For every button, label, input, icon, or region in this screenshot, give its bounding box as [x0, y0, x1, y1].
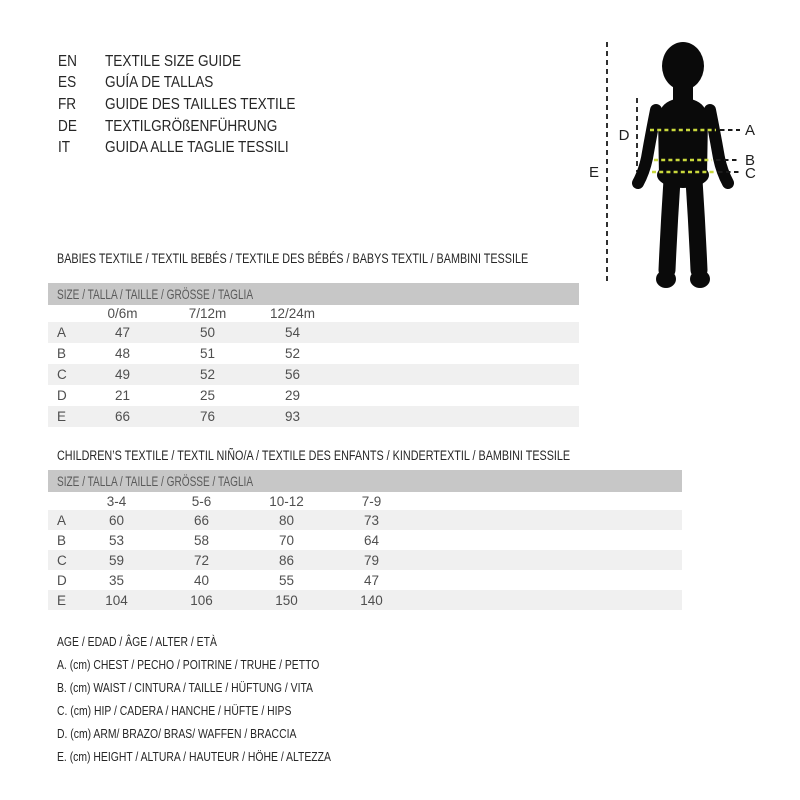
- babies-column-header-row: [48, 305, 579, 322]
- row-letter: C: [57, 367, 67, 382]
- children-size-table: [48, 470, 682, 610]
- legend-line-height: E. (cm) HEIGHT / ALTURA / HAUTEUR / HÖHE / ALTEZZA: [57, 749, 331, 764]
- row-value: 35: [108, 572, 125, 588]
- table-row: [48, 364, 579, 385]
- language-row-es: [58, 73, 329, 95]
- children-column-header-row: [48, 492, 682, 510]
- silhouette-left-leg: [667, 180, 672, 270]
- legend-line-arm: D. (cm) ARM/ BRAZO/ BRAS/ WAFFEN / BRACCIA: [57, 726, 297, 741]
- babies-size-table: [48, 283, 579, 427]
- row-value: 140: [360, 592, 383, 608]
- table-row: [48, 385, 579, 406]
- row-value: 86: [278, 552, 295, 568]
- row-value: 48: [114, 346, 131, 361]
- row-letter: E: [57, 409, 67, 424]
- marker-b-label: B: [745, 152, 756, 169]
- row-value: 64: [363, 532, 380, 548]
- row-value: 29: [284, 388, 301, 403]
- table-row: [48, 570, 682, 590]
- row-value: 51: [199, 346, 216, 361]
- row-letter: A: [57, 325, 67, 340]
- row-value: 93: [284, 409, 301, 424]
- language-code: EN: [58, 52, 77, 70]
- table-row: [48, 406, 579, 427]
- silhouette-right-foot: [690, 270, 710, 288]
- row-value: 55: [278, 572, 295, 588]
- table-row: [48, 550, 682, 570]
- language-row-it: [58, 137, 329, 159]
- table-row: [48, 530, 682, 550]
- language-title: GUÍA DE TALLAS: [105, 74, 214, 92]
- language-row-fr: [58, 94, 329, 116]
- row-value: 66: [114, 409, 131, 424]
- column-header: 10-12: [269, 493, 304, 509]
- row-value: 72: [193, 552, 210, 568]
- row-value: 58: [193, 532, 210, 548]
- table-row: [48, 590, 682, 610]
- row-value: 49: [114, 367, 131, 382]
- children-section-title: CHILDREN’S TEXTILE / TEXTIL NIÑO/A / TEXTILE DES ENFANTS / KINDERTEXTIL / BAMBINI TESSILE: [57, 448, 571, 463]
- column-header: 0/6m: [107, 306, 138, 321]
- row-letter: E: [57, 592, 67, 608]
- row-value: 47: [363, 572, 380, 588]
- row-value: 52: [199, 367, 216, 382]
- language-code: ES: [58, 74, 77, 92]
- language-row-en: [58, 51, 329, 73]
- row-value: 104: [105, 592, 128, 608]
- legend-line-hip: C. (cm) HIP / CADERA / HANCHE / HÜFTE / HIPS: [57, 703, 292, 718]
- row-value: 66: [193, 512, 210, 528]
- measurement-legend: [57, 630, 399, 768]
- row-value: 50: [199, 325, 216, 340]
- row-value: 53: [108, 532, 125, 548]
- row-value: 40: [193, 572, 210, 588]
- silhouette-right-leg: [694, 180, 699, 270]
- language-row-de: [58, 116, 329, 138]
- language-title-list: [58, 51, 329, 159]
- table-row: [48, 322, 579, 343]
- row-letter: A: [57, 512, 67, 528]
- row-letter: B: [57, 532, 67, 548]
- row-value: 47: [114, 325, 131, 340]
- row-value: 70: [278, 532, 295, 548]
- row-value: 56: [284, 367, 301, 382]
- row-letter: D: [57, 572, 67, 588]
- table-row: [48, 343, 579, 364]
- row-value: 150: [275, 592, 298, 608]
- row-value: 73: [363, 512, 380, 528]
- language-code: IT: [58, 139, 71, 157]
- silhouette-left-foot: [656, 270, 676, 288]
- children-size-header-bar: SIZE / TALLA / TAILLE / GRÖSSE / TAGLIA: [48, 470, 682, 492]
- column-header: 5-6: [191, 493, 212, 509]
- babies-size-header-bar: SIZE / TALLA / TAILLE / GRÖSSE / TAGLIA: [48, 283, 579, 305]
- row-value: 21: [114, 388, 131, 403]
- row-value: 79: [363, 552, 380, 568]
- row-value: 59: [108, 552, 125, 568]
- row-value: 52: [284, 346, 301, 361]
- row-value: 60: [108, 512, 125, 528]
- column-header: 12/24m: [269, 306, 316, 321]
- babies-section-title: BABIES TEXTILE / TEXTIL BEBÉS / TEXTILE DES BÉBÉS / BABYS TEXTIL / BAMBINI TESSILE: [57, 251, 529, 266]
- language-code: DE: [58, 117, 77, 135]
- language-title: GUIDE DES TAILLES TEXTILE: [105, 95, 296, 113]
- column-header: 7-9: [361, 493, 382, 509]
- marker-d-label: D: [618, 127, 630, 144]
- row-letter: C: [57, 552, 67, 568]
- row-value: 80: [278, 512, 295, 528]
- language-title: TEXTILE SIZE GUIDE: [105, 52, 242, 70]
- table-row: [48, 510, 682, 530]
- child-silhouette: [638, 42, 728, 288]
- legend-line-chest: A. (cm) CHEST / PECHO / POITRINE / TRUHE / PETTO: [57, 657, 320, 672]
- language-title: TEXTILGRÖßENFÜHRUNG: [105, 117, 278, 135]
- column-header: 7/12m: [188, 306, 227, 321]
- marker-e-label: E: [588, 164, 600, 181]
- row-value: 106: [190, 592, 213, 608]
- row-letter: B: [57, 346, 67, 361]
- marker-c-label: C: [745, 165, 756, 182]
- language-title: GUIDA ALLE TAGLIE TESSILI: [105, 139, 289, 157]
- legend-line-waist: B. (cm) WAIST / CINTURA / TAILLE / HÜFTUNG / VITA: [57, 680, 313, 695]
- row-value: 76: [199, 409, 216, 424]
- language-code: FR: [58, 95, 77, 113]
- row-value: 25: [199, 388, 216, 403]
- row-letter: D: [57, 388, 67, 403]
- marker-a-label: A: [745, 122, 756, 139]
- legend-line-age: AGE / EDAD / ÂGE / ALTER / ETÀ: [57, 634, 217, 649]
- column-header: 3-4: [106, 493, 127, 509]
- row-value: 54: [284, 325, 301, 340]
